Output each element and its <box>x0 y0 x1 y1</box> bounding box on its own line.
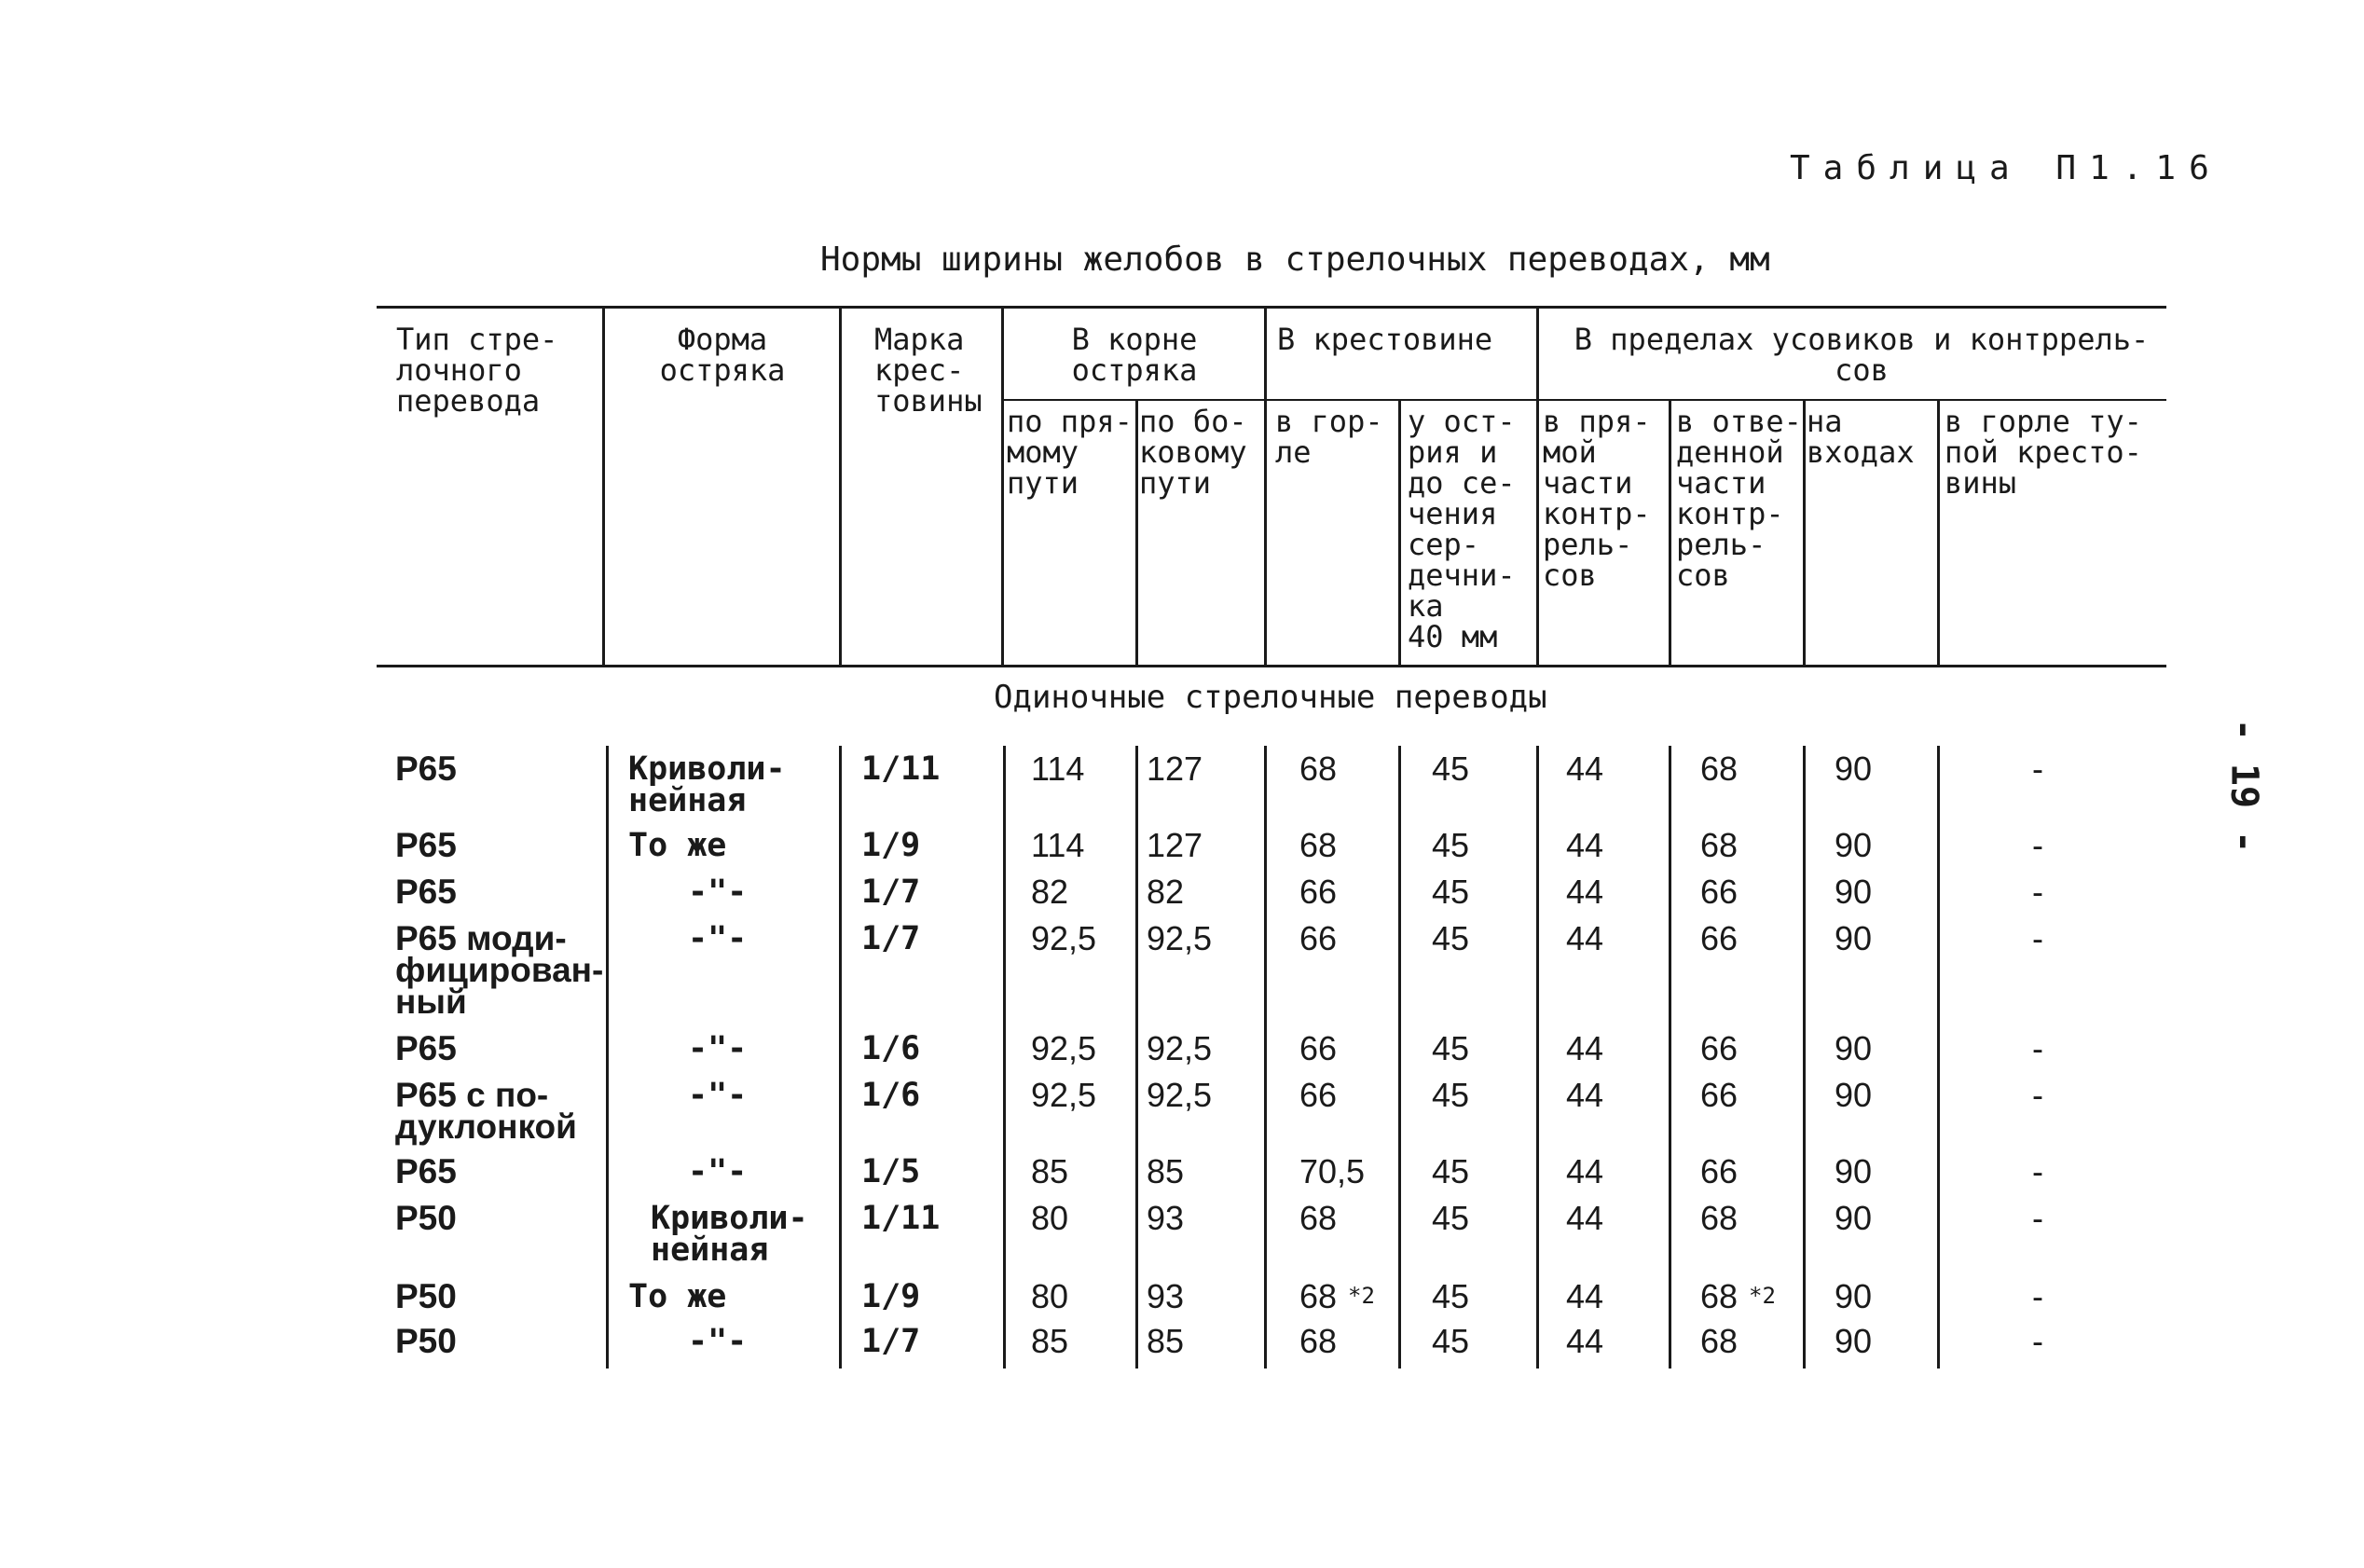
cell-mark: 1/11 <box>861 1200 941 1237</box>
cell-guard-obtuse: - <box>2032 750 2043 788</box>
cell-root-straight: 92,5 <box>1031 919 1097 957</box>
cell-guard-entry: 90 <box>1835 1029 1873 1067</box>
cell-type: Р50 <box>395 1277 457 1315</box>
cell-cross-throat: 70,5 <box>1299 1152 1366 1190</box>
cell-root-straight: 85 <box>1031 1152 1069 1190</box>
cell-root-side: 82 <box>1147 873 1185 911</box>
cell-mark: 1/9 <box>861 827 921 864</box>
cell-cross-point: 45 <box>1432 919 1470 957</box>
cell-guard-entry: 90 <box>1835 1076 1873 1114</box>
header-guard-straight: в пря- мой части контр- рель- сов <box>1543 404 1651 593</box>
cell-root-straight: 80 <box>1031 1199 1069 1237</box>
cell-type: Р65 <box>395 826 457 864</box>
cell-root-straight: 85 <box>1031 1322 1069 1360</box>
cell-type: Р65 <box>395 750 457 788</box>
cell-cross-throat: 66 <box>1299 1076 1338 1114</box>
cell-cross-throat: 68 <box>1299 1322 1338 1360</box>
cell-guard-straight: 44 <box>1566 750 1604 788</box>
header-root-side: по бо- ковому пути <box>1139 404 1247 501</box>
cell-cross-throat: 66 <box>1299 1029 1338 1067</box>
cell-cross-throat: 66 <box>1299 873 1338 911</box>
section-title: Одиночные стрелочные переводы <box>994 679 1547 716</box>
cell-form: -"- <box>688 1077 748 1114</box>
cell-cross-point: 45 <box>1432 1199 1470 1237</box>
cell-guard-entry: 90 <box>1835 1277 1873 1315</box>
subheader-rule <box>1003 399 2166 401</box>
cell-root-straight: 114 <box>1031 750 1085 788</box>
cell-form: То же <box>628 1278 727 1315</box>
cell-guard-obtuse: - <box>2032 919 2043 957</box>
cell-root-straight: 82 <box>1031 873 1069 911</box>
cell-guard-diverted: 66 <box>1700 1152 1739 1190</box>
cell-root-straight: 92,5 <box>1031 1076 1097 1114</box>
cell-cross-throat: 68 <box>1299 1199 1338 1237</box>
body-divider <box>606 746 609 1369</box>
cell-guard-diverted: 68 <box>1700 826 1739 864</box>
cell-mark: 1/7 <box>861 920 921 957</box>
header-divider <box>839 308 842 667</box>
cell-guard-diverted: 66 <box>1700 873 1739 911</box>
cell-guard-diverted: 66 <box>1700 919 1739 957</box>
cell-cross-point: 45 <box>1432 1322 1470 1360</box>
cell-type: Р65 с по- дуклонкой <box>395 1076 577 1146</box>
cell-root-straight: 92,5 <box>1031 1029 1097 1067</box>
cell-type: Р50 <box>395 1322 457 1360</box>
header-guard-entry: на входах <box>1807 404 1915 470</box>
cell-type: Р65 <box>395 1029 457 1067</box>
cell-guard-obtuse: - <box>2032 1076 2043 1114</box>
header-bottom-rule <box>377 665 2166 667</box>
cell-root-side: 127 <box>1147 750 1203 788</box>
cell-root-side: 93 <box>1147 1199 1185 1237</box>
body-divider <box>1003 746 1006 1369</box>
header-divider <box>1001 308 1004 667</box>
table-top-rule <box>377 306 2166 309</box>
cell-guard-straight: 44 <box>1566 1277 1604 1315</box>
header-guard-diverted: в отве- денной части контр- рель- сов <box>1676 404 1802 593</box>
table-label: Таблица П1.16 <box>1790 149 2222 187</box>
cell-cross-point: 45 <box>1432 1152 1470 1190</box>
cell-guard-diverted: 68 <box>1700 1277 1739 1315</box>
body-divider <box>1803 746 1806 1369</box>
cell-form: То же <box>628 827 727 864</box>
cell-root-straight: 114 <box>1031 826 1085 864</box>
body-divider <box>1937 746 1940 1369</box>
cell-guard-obtuse: - <box>2032 1322 2043 1360</box>
header-cross-group: В крестовине <box>1277 322 1493 357</box>
cell-guard-entry: 90 <box>1835 1322 1873 1360</box>
cell-type: Р65 <box>395 1152 457 1190</box>
header-mark: Марка крес- товины <box>874 322 983 419</box>
cell-guard-obtuse: - <box>2032 1029 2043 1067</box>
cell-guard-straight: 44 <box>1566 919 1604 957</box>
cell-cross-throat: 68 <box>1299 750 1338 788</box>
header-cross-point: у ост- рия и до се- чения сер- дечни- ка 40 мм <box>1408 404 1516 654</box>
cell-form: -"- <box>688 1323 748 1360</box>
header-root-straight: по пря- мому пути <box>1007 404 1133 501</box>
cell-form: -"- <box>688 1153 748 1190</box>
header-guard-group: В пределах усовиков и контррель- сов <box>1574 322 2150 388</box>
cell-cross-throat: 68 <box>1299 1277 1338 1315</box>
cell-guard-straight: 44 <box>1566 1199 1604 1237</box>
header-guard-obtuse: в горле ту- пой кресто- вины <box>1945 404 2142 501</box>
cell-guard-entry: 90 <box>1835 1152 1873 1190</box>
cell-guard-straight: 44 <box>1566 1076 1604 1114</box>
body-divider <box>1536 746 1539 1369</box>
header-divider <box>1536 308 1539 667</box>
cell-guard-diverted: 66 <box>1700 1076 1739 1114</box>
page-number: - 19 - <box>2222 718 2266 854</box>
cell-form: Криволи- нейная <box>628 750 786 819</box>
cell-guard-diverted: 68 <box>1700 1322 1739 1360</box>
body-divider <box>839 746 842 1369</box>
cell-mark: 1/7 <box>861 1323 921 1360</box>
cell-cross-throat: 66 <box>1299 919 1338 957</box>
cell-root-side: 92,5 <box>1147 1029 1213 1067</box>
cell-guard-obtuse: - <box>2032 873 2043 911</box>
cell-cross-point: 45 <box>1432 826 1470 864</box>
body-divider <box>1264 746 1267 1369</box>
cell-guard-straight: 44 <box>1566 1322 1604 1360</box>
cell-mark: 1/9 <box>861 1278 921 1315</box>
header-divider <box>1937 401 1940 667</box>
header-divider <box>1398 401 1401 667</box>
cell-cross-point: 45 <box>1432 1277 1470 1315</box>
cell-guard-diverted: 68 <box>1700 1199 1739 1237</box>
header-divider <box>1669 401 1671 667</box>
cell-root-straight: 80 <box>1031 1277 1069 1315</box>
cell-guard-entry: 90 <box>1835 750 1873 788</box>
cell-guard-obtuse: - <box>2032 826 2043 864</box>
cell-guard-obtuse: - <box>2032 1277 2043 1315</box>
document-page: Таблица П1.16 Нормы ширины желобов в стрелочных переводах, мм - 19 - Тип стре- лочного перевода Форма остряка Марка крес- товины В корне остряка по пря- мому пути по бо- ковому пути В крестовине в гор- ле у ост- рия и до се- чения сер- дечни- ка 40 мм В пределах усовиков и контррель- сов в пря- мой части контр- рель- сов в отве- денной части контр- рель- сов на входах в горле ту- пой кресто- вины Одиночные стрелочные переводы Р65 Криволи- нейная 1/11 114 127 68 45 44 68 90 - Р65 То же 1/9 114 127 68 45 44 68 90 - Р65 -"- 1/7 82 82 66 45 44 66 90 - Р65 моди- фицирован- ный -"- 1/7 92,5 92,5 66 45 44 66 90 - Р65 -"- 1/6 92,5 92,5 66 45 44 66 90 - Р65 с по- дуклонкой -"- 1/6 92,5 92,5 66 45 44 66 90 - Р65 -"- 1/5 85 85 70,5 45 44 66 90 - Р50 Криволи- нейная 1/11 80 93 68 45 44 68 90 - Р50 То же 1/9 80 93 68 *2 45 44 68 *2 90 - Р50 -"- 1/7 85 85 68 45 44 68 90 - <box>0 0 2364 1568</box>
body-divider <box>1669 746 1671 1369</box>
cell-guard-straight: 44 <box>1566 826 1604 864</box>
cell-form: Криволи- нейная <box>651 1200 808 1269</box>
header-root-group: В корне остряка <box>1071 322 1198 388</box>
header-form: Форма остряка <box>659 322 786 388</box>
cell-guard-entry: 90 <box>1835 919 1873 957</box>
cell-type: Р50 <box>395 1199 457 1237</box>
cell-root-side: 92,5 <box>1147 919 1213 957</box>
cell-mark: 1/6 <box>861 1077 921 1114</box>
header-divider <box>1803 401 1806 667</box>
cell-root-side: 93 <box>1147 1277 1185 1315</box>
cell-cross-point: 45 <box>1432 873 1470 911</box>
cell-root-side: 127 <box>1147 826 1203 864</box>
cell-guard-entry: 90 <box>1835 826 1873 864</box>
header-divider <box>1135 401 1138 667</box>
header-cross-throat: в гор- ле <box>1275 404 1383 470</box>
body-divider <box>1398 746 1401 1369</box>
cell-mark: 1/11 <box>861 750 941 788</box>
cell-root-side: 92,5 <box>1147 1076 1213 1114</box>
cell-form: -"- <box>688 920 748 957</box>
cell-cross-throat: 68 <box>1299 826 1338 864</box>
cell-guard-diverted: 66 <box>1700 1029 1739 1067</box>
cell-guard-straight: 44 <box>1566 1029 1604 1067</box>
cell-root-side: 85 <box>1147 1152 1185 1190</box>
document-title: Нормы ширины желобов в стрелочных переводах, мм <box>820 241 1770 279</box>
cell-form: -"- <box>688 873 748 911</box>
cell-guard-straight: 44 <box>1566 1152 1604 1190</box>
cell-guard-obtuse: - <box>2032 1152 2043 1190</box>
cell-cross-point: 45 <box>1432 1076 1470 1114</box>
cell-guard-obtuse: - <box>2032 1199 2043 1237</box>
cell-guard-diverted: 68 <box>1700 750 1739 788</box>
header-divider <box>602 308 605 667</box>
cell-cross-point: 45 <box>1432 1029 1470 1067</box>
header-type: Тип стре- лочного перевода <box>396 322 558 419</box>
cell-mark: 1/6 <box>861 1030 921 1067</box>
cell-type: Р65 моди- фицирован- ный <box>395 919 604 1021</box>
cell-root-side: 85 <box>1147 1322 1185 1360</box>
header-divider <box>1264 308 1267 667</box>
cell-guard-entry: 90 <box>1835 873 1873 911</box>
cell-guard-straight: 44 <box>1566 873 1604 911</box>
cell-mark: 1/5 <box>861 1153 921 1190</box>
cell-type: Р65 <box>395 873 457 911</box>
cell-form: -"- <box>688 1030 748 1067</box>
body-divider <box>1135 746 1138 1369</box>
cell-guard-entry: 90 <box>1835 1199 1873 1237</box>
cell-cross-point: 45 <box>1432 750 1470 788</box>
cell-mark: 1/7 <box>861 873 921 911</box>
